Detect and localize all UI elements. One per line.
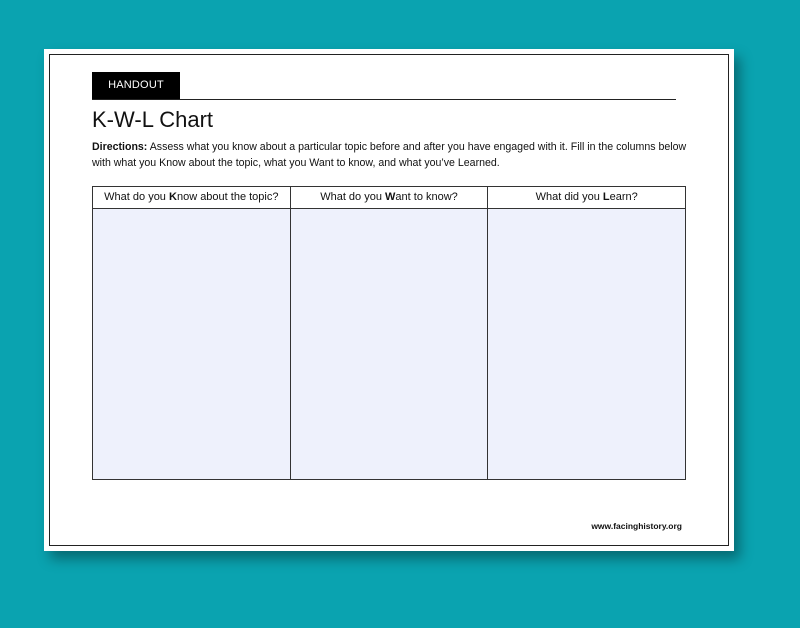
- column-header-know: What do you Know about the topic?: [93, 187, 290, 209]
- directions-label: Directions:: [92, 141, 148, 153]
- column-cell-want[interactable]: [291, 209, 488, 479]
- directions-body: Assess what you know about a particular topic before and after you have engaged with it. Fill in the columns below with what you Know about the topic, what you Want to know, and what you’ve Learned.: [92, 141, 687, 169]
- column-cell-learn[interactable]: [488, 209, 685, 479]
- kwl-column-know: [93, 187, 291, 479]
- kwl-table: [92, 186, 686, 480]
- footer-url: www.facinghistory.org: [591, 521, 682, 531]
- directions-text: [92, 139, 692, 171]
- handout-tag: HANDOUT: [92, 72, 180, 99]
- column-header-learn: What did you Learn?: [488, 187, 685, 209]
- page-title: K-W-L Chart: [92, 107, 214, 132]
- sheet-border: [49, 54, 729, 546]
- kwl-column-learn: [488, 187, 685, 479]
- kwl-column-want: [291, 187, 489, 479]
- handout-sheet: [44, 49, 734, 551]
- handout-header-bar: [92, 72, 676, 100]
- column-cell-know[interactable]: [93, 209, 290, 479]
- column-header-want: What do you Want to know?: [291, 187, 488, 209]
